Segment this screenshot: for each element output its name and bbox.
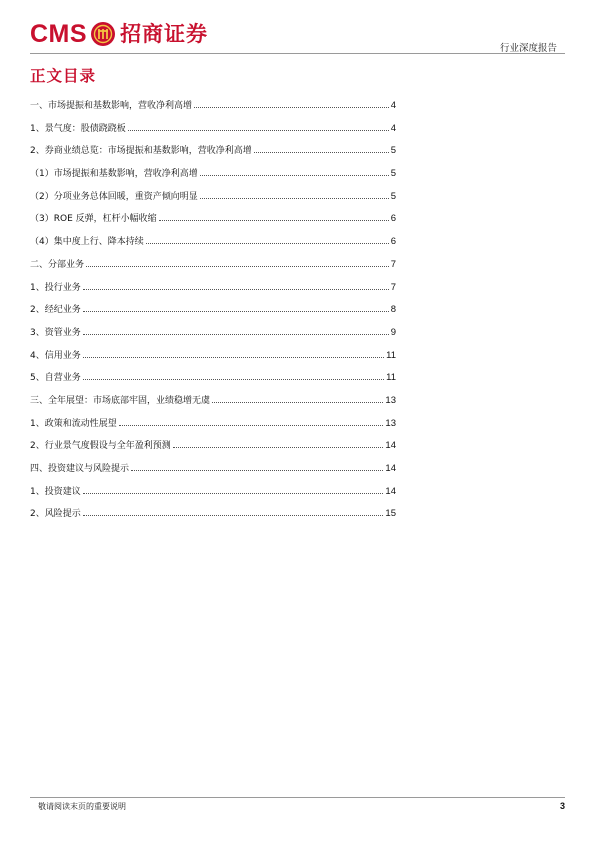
toc-entry-page[interactable]: 14 — [385, 485, 396, 497]
toc-leader-dots — [83, 484, 384, 494]
footer-disclaimer: 敬请阅读末页的重要说明 — [38, 802, 126, 811]
toc-entry-page[interactable]: 13 — [385, 394, 396, 406]
toc-entry[interactable] — [30, 370, 396, 393]
toc-leader-dots — [83, 348, 384, 358]
toc-entry[interactable] — [30, 121, 396, 144]
page-header — [0, 0, 595, 55]
toc-entry[interactable] — [30, 416, 396, 439]
toc-entry[interactable] — [30, 280, 396, 303]
toc-title: 正文目录 — [30, 66, 97, 85]
toc-leader-dots — [86, 257, 389, 267]
toc-entry-page[interactable]: 13 — [385, 417, 396, 429]
toc-leader-dots — [119, 416, 384, 426]
toc-leader-dots — [131, 461, 383, 471]
logo-emblem-icon — [91, 22, 115, 46]
toc-entry[interactable] — [30, 506, 396, 529]
toc-entry[interactable] — [30, 211, 396, 234]
toc-entry-page[interactable]: 5 — [390, 190, 396, 202]
toc-entry-page[interactable]: 6 — [390, 236, 396, 248]
toc-entry-page[interactable]: 7 — [390, 281, 396, 293]
toc-entry[interactable] — [30, 257, 396, 280]
toc-entry-label[interactable]: 2、行业景气度假设与全年盈利预测 — [30, 441, 171, 452]
toc-entry-page[interactable]: 14 — [385, 463, 396, 474]
toc-leader-dots — [83, 325, 389, 335]
toc-entry-page[interactable]: 6 — [390, 213, 396, 225]
toc-leader-dots — [83, 370, 384, 380]
toc-entry[interactable] — [30, 189, 396, 212]
toc-entry-label[interactable]: （4）集中度上行、降本持续 — [30, 237, 144, 248]
toc-entry[interactable] — [30, 438, 396, 461]
toc-entry-label[interactable]: 三、全年展望：市场底部牢固，业绩稳增无虞 — [30, 395, 211, 406]
toc-entry[interactable] — [30, 325, 396, 348]
toc-entry-label[interactable]: 2、经纪业务 — [30, 305, 81, 316]
page-number: 3 — [559, 801, 565, 811]
toc-leader-dots — [128, 121, 389, 131]
toc-entry-page[interactable]: 5 — [390, 145, 396, 157]
toc-entry-label[interactable]: （2）分项业务总体回暖，重资产倾向明显 — [30, 191, 198, 202]
toc-entry[interactable] — [30, 461, 396, 484]
toc-entry-label[interactable]: 2、风险提示 — [30, 509, 81, 520]
toc-entry[interactable] — [30, 484, 396, 507]
toc-entry-label[interactable]: 4、信用业务 — [30, 350, 81, 361]
toc-leader-dots — [194, 98, 389, 108]
toc-entry-page[interactable]: 14 — [385, 440, 396, 452]
toc-leader-dots — [83, 506, 384, 516]
toc-entry-page[interactable]: 5 — [390, 168, 396, 180]
toc-entry-page[interactable]: 4 — [390, 122, 396, 134]
toc-entry-label[interactable]: 1、政策和流动性展望 — [30, 418, 117, 429]
toc-leader-dots — [200, 166, 389, 176]
toc-entry-label[interactable]: （1）市场提振和基数影响，营收净利高增 — [30, 169, 198, 180]
toc-leader-dots — [146, 234, 389, 244]
toc-entry[interactable] — [30, 166, 396, 189]
toc-list — [30, 98, 396, 529]
toc-entry-label[interactable]: 1、景气度：股债跷跷板 — [30, 123, 126, 134]
toc-entry-label[interactable]: 1、投行业务 — [30, 282, 81, 293]
toc-leader-dots — [173, 438, 384, 448]
footer-divider — [30, 797, 565, 798]
toc-entry-page[interactable]: 8 — [390, 304, 396, 316]
toc-entry-page[interactable]: 11 — [386, 372, 396, 384]
toc-entry[interactable] — [30, 348, 396, 371]
toc-entry-page[interactable]: 15 — [385, 508, 396, 520]
toc-entry-page[interactable]: 4 — [390, 100, 396, 111]
toc-leader-dots — [200, 189, 389, 199]
toc-entry-label[interactable]: 2、券商业绩总览：市场提振和基数影响，营收净利高增 — [30, 146, 252, 157]
header-divider — [30, 53, 565, 54]
toc-entry-label[interactable]: 二、分部业务 — [30, 259, 85, 270]
toc-entry-label[interactable]: （3）ROE 反弹，杠杆小幅收缩 — [30, 214, 157, 225]
toc-entry-page[interactable]: 9 — [390, 326, 396, 338]
toc-entry-label[interactable]: 3、资管业务 — [30, 327, 81, 338]
cms-logo — [30, 19, 208, 49]
toc-entry-label[interactable]: 1、投资建议 — [30, 486, 81, 497]
report-type-label: 行业深度报告 — [499, 43, 557, 54]
toc-leader-dots — [254, 143, 389, 153]
toc-entry[interactable] — [30, 98, 396, 121]
toc-entry-label[interactable]: 四、投资建议与风险提示 — [30, 464, 130, 474]
toc-entry[interactable] — [30, 143, 396, 166]
toc-entry[interactable] — [30, 234, 396, 257]
toc-entry[interactable] — [30, 302, 396, 325]
toc-entry-page[interactable]: 7 — [390, 258, 396, 270]
logo-chinese: 招商证券 — [120, 21, 209, 46]
toc-leader-dots — [212, 393, 383, 403]
toc-entry[interactable] — [30, 393, 396, 416]
logo-latin: CMS — [30, 20, 88, 48]
toc-leader-dots — [83, 302, 389, 312]
toc-leader-dots — [159, 211, 389, 221]
toc-entry-label[interactable]: 5、自营业务 — [30, 373, 81, 384]
toc-leader-dots — [83, 280, 389, 290]
toc-entry-label[interactable]: 一、市场提振和基数影响，营收净利高增 — [30, 101, 193, 111]
toc-entry-page[interactable]: 11 — [386, 349, 396, 361]
